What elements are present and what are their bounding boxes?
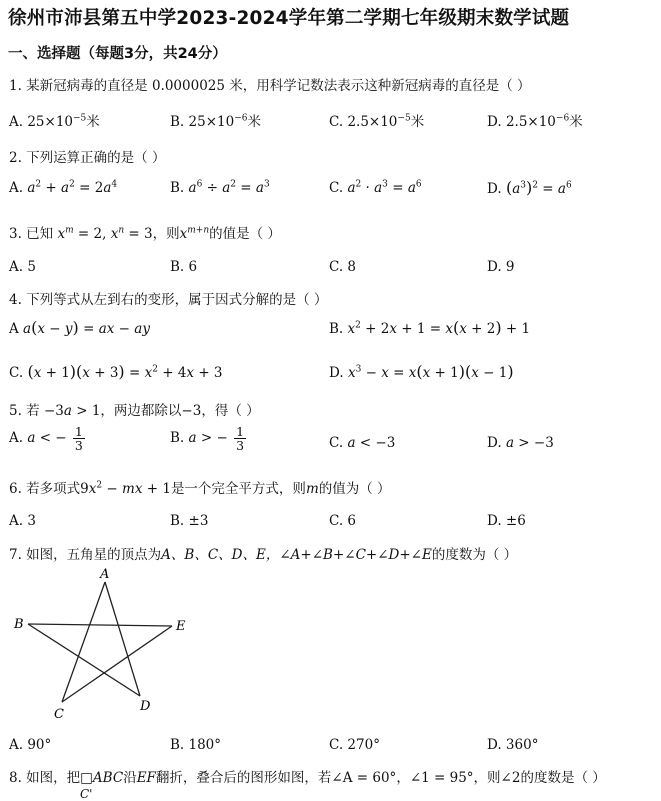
angle-1-value: ∠1 = 95° [409, 770, 474, 786]
q3-option-d[interactable]: D. 9 [487, 259, 515, 275]
question-6-stem: 6. 若多项式$9x^2$ − mx + 1是一个完全平方式，则m的值为（ ） [9, 480, 391, 497]
stem-part: 沿 [123, 770, 137, 786]
stem-part: 6. 若多项式 [9, 481, 81, 497]
option-exp: −5 [397, 113, 411, 124]
option-letter: C. [329, 114, 344, 130]
stem-part: ，则 [152, 226, 180, 242]
option-letter: C. [9, 365, 24, 381]
q1-option-a[interactable] [9, 110, 100, 130]
q8-figure-label-c-prime: C' [80, 787, 93, 801]
line-a-c [62, 582, 105, 702]
stem-part: 的值为（ ） [318, 481, 391, 497]
q3-option-c[interactable]: C. 8 [329, 259, 357, 275]
option-base: 2.5×10 [347, 114, 398, 130]
q5-option-c[interactable]: C. a < −3 [329, 435, 396, 451]
q6-option-b[interactable]: B. ±3 [170, 513, 209, 529]
option-letter: A. [9, 114, 24, 130]
q7-option-a[interactable]: A. 90° [9, 737, 52, 753]
stem-part: 的值是（ ） [209, 226, 281, 242]
stem-part: ，则 [473, 770, 501, 786]
star-diagram [0, 560, 200, 730]
angle-2-label: ∠2 [500, 770, 521, 786]
option-letter: D. [487, 114, 502, 130]
stem-part: 8. 如图，把 [9, 770, 81, 786]
q2-option-a[interactable]: A. $a^2 + a^2 = 2a^4$ [9, 179, 118, 196]
option-exp: −6 [234, 113, 248, 124]
option-letter: B. [329, 321, 344, 337]
q6-option-c[interactable]: C. 6 [329, 513, 357, 529]
option-letter: A. [9, 430, 24, 447]
q1-option-b[interactable] [170, 110, 261, 130]
star-lines [28, 582, 172, 702]
option-letter: D. [487, 435, 502, 451]
q4-option-c[interactable]: C. $(x + 1)(x + 3) = x^2 + 4x + 3$ [9, 362, 223, 381]
option-unit: 米 [569, 114, 583, 130]
vertex-label-b: B [14, 617, 24, 632]
q6-option-d[interactable]: D. ±6 [487, 513, 526, 529]
q1-option-d[interactable] [487, 110, 583, 130]
question-2-stem: 2. 下列运算正确的是（ ） [9, 150, 166, 166]
q5-option-d[interactable]: D. a > −3 [487, 435, 554, 451]
option-letter: C. [329, 180, 344, 196]
option-base: 25×10 [188, 114, 235, 130]
stem-part: 的度数为（ ） [431, 547, 518, 563]
q2-option-d[interactable]: D. $(a^3)^2 = a^6$ [487, 178, 572, 197]
exam-title: 徐州市沛县第五中学2023-2024学年第二学期七年级期末数学试题 [8, 8, 570, 29]
q4-option-d[interactable]: D. $x^3 - x = x(x + 1)(x - 1)$ [329, 362, 514, 381]
vertex-label-e: E [176, 619, 186, 634]
section-heading: 一、选择题（每题3分，共24分） [8, 46, 227, 62]
q2-option-b[interactable]: B. $a^6 \div a^2 = a^3$ [170, 179, 270, 196]
line-e-b [28, 624, 172, 626]
q2-option-c[interactable]: C. $a^2 \cdot a^3 = a^6$ [329, 179, 422, 196]
line-d-a [105, 582, 140, 696]
q7-option-d[interactable]: D. 360° [487, 737, 539, 753]
line-c-e [62, 626, 172, 702]
q7-option-b[interactable]: B. 180° [170, 737, 222, 753]
question-4-stem: 4. 下列等式从左到右的变形，属于因式分解的是（ ） [9, 292, 328, 308]
q5-option-b[interactable]: B. a > − $\frac{1}{3}$ [170, 424, 245, 454]
option-exp: −6 [555, 113, 570, 124]
q3-option-a[interactable]: A. 5 [9, 259, 36, 275]
triangle-name: □ABC [80, 770, 124, 786]
angle-a-value: ∠A = 60° [331, 770, 397, 786]
option-letter: D. [487, 181, 502, 197]
option-letter: B. [170, 430, 185, 447]
stem-part: 是一个完全平方式，则 [170, 481, 306, 497]
vertex-label-c: C [54, 707, 64, 722]
option-letter: C. [329, 435, 344, 451]
q4-option-b[interactable]: B. $x^2 + 2x + 1 = x(x + 2) + 1$ [329, 318, 531, 337]
option-base: 2.5×10 [505, 114, 556, 130]
question-1-stem: 1. 某新冠病毒的直径是 0.0000025 米，用科学记数法表示这种新冠病毒的直径是（ ） [9, 78, 531, 94]
stem-part: 3. 已知 [9, 226, 54, 242]
stem-part: 的度数是（ ） [520, 770, 606, 786]
q3-option-b[interactable]: B. 6 [170, 259, 198, 275]
q6-option-a[interactable]: A. 3 [9, 513, 36, 529]
option-letter: B. [170, 114, 185, 130]
option-base: 25×10 [27, 114, 74, 130]
fold-line-name: EF [136, 770, 156, 786]
vertex-label-a: A [100, 567, 110, 582]
question-3-stem: 3. 已知 $x^m = 2$, $x^n = 3$，则$x^{m+n}$的值是（ ） [9, 225, 281, 242]
stem-part: 翻折，叠合后的图形如图，若 [155, 770, 332, 786]
q7-option-c[interactable]: C. 270° [329, 737, 380, 753]
option-letter: D. [329, 365, 344, 381]
vertices-text: A、B、C、D、E，∠A+∠B+∠C+∠D+∠E [161, 547, 432, 563]
option-exp: −5 [73, 113, 87, 124]
q4-option-a[interactable]: A a(x − y) = ax − ay [9, 318, 150, 337]
vertex-label-d: D [140, 699, 151, 714]
stem-part: ，得（ ） [201, 403, 260, 419]
q5-option-a[interactable]: A. a < − $\frac{1}{3}$ [9, 424, 83, 454]
q1-option-c[interactable] [329, 110, 424, 130]
question-5-stem: 5. 若 −3a > 1，两边都除以−3，得（ ） [9, 403, 260, 419]
option-unit: 米 [410, 114, 425, 130]
option-letter: B. [170, 180, 185, 196]
option-unit: 米 [86, 114, 100, 130]
question-8-stem: 8. 如图，把□ABC沿EF翻折，叠合后的图形如图，若∠A = 60°，∠1 = 95°，则∠2的度数是（ ） [9, 770, 606, 786]
fraction: $\frac{1}{3}$ [236, 424, 245, 454]
fraction: $\frac{1}{3}$ [74, 424, 83, 454]
stem-part: 7. 如图，五角星的顶点为 [9, 547, 162, 563]
option-unit: 米 [247, 114, 261, 130]
stem-part: 5. 若 [9, 403, 40, 419]
option-letter: A. [9, 180, 24, 196]
option-letter: A [9, 321, 19, 337]
stem-part: ，两边都除以 [100, 403, 182, 419]
